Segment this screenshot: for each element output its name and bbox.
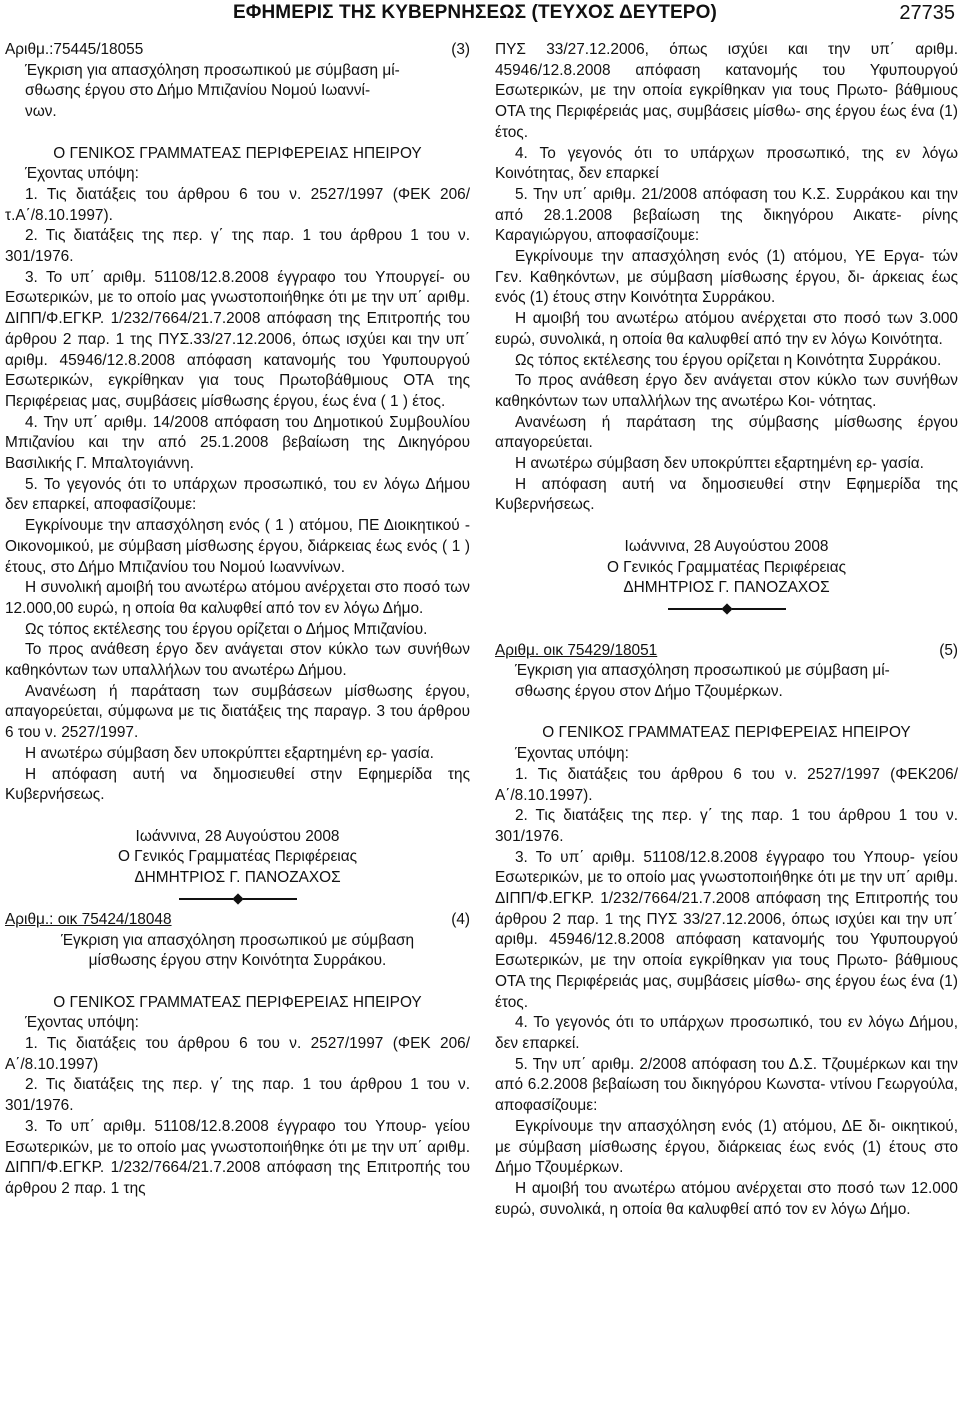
decision-4-body-paragraph: Το προς ανάθεση έργο δεν ανάγεται στον κύκλο των συνήθων καθηκόντων των υπαλλήλων της ανωτέρω Κοι- νότητας. <box>495 372 958 410</box>
decision-3-item: 3. Το υπ΄ αριθμ. 51108/12.8.2008 έγγραφο του Υπουργεί- ου Εσωτερικών, με το οποίο μας γνωστοποιήθηκε ότι με την υπ΄ αριθμ. ΔΙΠΠ/Φ.ΕΓΚΡ. 1/232/7664/21.7.2008 απόφαση της Επιτροπής του άρθρου 2 παρ. 1 της ΠΥΣ.33/27.12.2006, όπως ισχύει και την υπ΄ αριθμ. 45946/12.8.2008 απόφαση κατανομής του Υφυπουργού Εσωτερικών, εγκρίθηκαν για τους Πρωτοβάθμιους ΟΤΑ της Περιφέρειας μας, συμβάσεις μίσθωσης έργου, έως ένα ( 1 ) έτος. <box>5 268 470 410</box>
decision-5-subject-line: Έγκριση για απασχόληση προσωπικού με σύμβαση μί- <box>515 662 890 680</box>
decision-4-item: 3. Το υπ΄ αριθμ. 51108/12.8.2008 έγγραφο του Υπουρ- γείου Εσωτερικών, με το οποίο μας γνωστοποιήθηκε ότι με την υπ΄ αριθμ. ΔΙΠΠ/Φ.ΕΓΚΡ. 1/232/7664/21.7.2008 απόφαση της Επιτροπής του άρθρου 2 παρ. 1 της <box>5 1117 470 1197</box>
spacer <box>5 806 470 827</box>
decision-5-having-regard: Έχοντας υπόψη: <box>515 745 629 763</box>
decision-3-subject-line: σθωσης έργου στο Δήμο Μπιζανίου Νομού Ιωαννί- <box>25 82 371 100</box>
decision-3-body-paragraph: Το προς ανάθεση έργο δεν ανάγεται στον κύκλο των συνήθων καθηκόντων των υπαλλήλων του ανωτέρω Δήμου. <box>5 641 470 680</box>
decision-4-continuation: ΠΥΣ 33/27.12.2006, όπως ισχύει και την υπ΄ αριθμ. 45946/12.8.2008 απόφαση κατανομής του Υφυπουργού Εσωτερικών, με την οποία εγκρίθηκαν για τους Πρωτο- βάθμιους ΟΤΑ της Περιφέρειάς μας, συμβάσεις μίσθω- σης έργου έως ένα (1) έτος. <box>495 41 958 141</box>
decision-3-subject-line: Έγκριση για απασχόληση προσωπικού με σύμβαση μί- <box>25 61 400 79</box>
decision-3-item: 1. Τις διατάξεις του άρθρου 6 του ν. 2527/1997 (ΦΕΚ 206/τ.Α΄/8.10.1997). <box>5 185 470 224</box>
left-column <box>5 40 470 1200</box>
right-column <box>495 40 958 1220</box>
decision-5-item: 3. Το υπ΄ αριθμ. 51108/12.8.2008 έγγραφο του Υπουρ- γείου Εσωτερικών, με το οποίο μας γνωστοποιήθηκε ότι με την υπ΄ αριθμ. ΔΙΠΠ/Φ.ΕΓΚΡ. 1/232/7664/21.7.2008 απόφαση της Επιτροπής του άρθρου 2 παρ. 1 της ΠΥΣ 33/27.12.2006, όπως ισχύει και την υπ΄ αριθμ. 45946/12.8.2008 απόφαση κατανομής του Υφυπουργού Εσωτερικών, με την οποία εγκρίθηκαν για τους Πρωτο- βάθμιους ΟΤΑ της Περιφέρειάς μας, συμβάσεις μίσθω- σης έργου έως ένα (1) έτος. <box>495 848 958 1011</box>
decision-3-signer-name: ΔΗΜΗΤΡΙΟΣ Γ. ΠΑΝΟΖΑΧΟΣ <box>134 869 341 887</box>
diamond-icon <box>232 893 243 904</box>
decision-3-subject-line: νων. <box>25 103 57 121</box>
spacer <box>5 972 470 993</box>
decision-4-body-paragraph: Η αμοιβή του ανωτέρω ατόμου ανέρχεται στο ποσό των 3.000 ευρώ, συνολικά, η οποία θα καλυφθεί από την εν λόγω Κοινότητα. <box>495 310 958 348</box>
decision-3-body-paragraph: Η απόφαση αυτή να δημοσιευθεί στην Εφημερίδα της Κυβερνήσεως. <box>5 765 470 804</box>
decision-5-body-paragraph: Η αμοιβή του ανωτέρω ατόμου ανέρχεται στο ποσό των 12.000 ευρώ, συνολικά, η οποία θα καλυφθεί από τον εν λόγω Δήμο. <box>495 1179 958 1218</box>
decision-4-body-paragraph: Ανανέωση ή παράταση της σύμβασης μίσθωσης έργου απαγορεύεται. <box>495 413 958 452</box>
section-divider <box>495 600 958 618</box>
decision-5-subject-line: σθωσης έργου στον Δήμο Τζουμέρκων. <box>515 683 783 701</box>
decision-3-body-paragraph: Η συνολική αμοιβή του ανωτέρω ατόμου ανέρχεται στο ποσό των 12.000,00 ευρώ, η οποία θα καλυφθεί από τον εν λόγω Δήμο. <box>5 579 470 617</box>
decision-3-body-paragraph: Η ανωτέρω σύμβαση δεν υποκρύπτει εξαρτημένη ερ- γασία. <box>25 744 434 762</box>
decision-3-item: 4. Την υπ΄ αριθμ. 14/2008 απόφαση του Δημοτικού Συμβουλίου Μπιζανίου και την από 25.1.2008 βεβαίωση της Δικηγόρου Βασιλικής Γ. Μπαλτογιάννη. <box>5 413 470 473</box>
decision-3-body-paragraph: Εγκρίνουμε την απασχόληση ενός ( 1 ) ατόμου, ΠΕ Διοικητικού - Οικονομικού, με σύμβαση μίσθωσης έργου, διάρκειας έως ενός ( 1 ) έτους, στο Δήμο Μπιζανίου του Νομού Ιωαννίνων. <box>5 517 470 576</box>
decision-4-place-date: Ιωάννινα, 28 Αυγούστου 2008 <box>624 537 829 555</box>
divider-line <box>732 608 786 610</box>
decision-4-body-paragraph: Ως τόπος εκτέλεσης του έργου ορίζεται η Κοινότητα Συρράκου. <box>515 351 942 369</box>
decision-5-index: (5) <box>939 641 958 659</box>
decision-3-body-paragraph: Ως τόπος εκτέλεσης του έργου ορίζεται ο Δήμος Μπιζανίου. <box>25 620 428 638</box>
decision-4-index: (4) <box>451 910 470 928</box>
spacer <box>495 516 958 537</box>
spacer <box>5 123 470 144</box>
decision-3-having-regard: Έχοντας υπόψη: <box>25 165 139 183</box>
decision-5-item: 5. Την υπ΄ αριθμ. 2/2008 απόφαση του Δ.Σ. Τζουμέρκων και την από 6.2.2008 βεβαίωση του δικηγόρου Κωνστα- ντίνου Γεωργούλα, αποφασίζουμε: <box>495 1055 958 1115</box>
decision-3-number-row <box>5 40 470 61</box>
gazette-title: ΕΦΗΜΕΡΙΣ ΤΗΣ ΚΥΒΕΡΝΗΣΕΩΣ (ΤΕΥΧΟΣ ΔΕΥΤΕΡΟ) <box>233 2 717 23</box>
divider-line <box>668 608 722 610</box>
decision-4-subject-line: μίσθωσης έργου στην Κοινότητα Συρράκου. <box>88 952 387 970</box>
decision-4-body-paragraph: Η απόφαση αυτή να δημοσιευθεί στην Εφημερίδα της Κυβερνήσεως. <box>495 475 958 514</box>
decision-4-number: Αριθμ.: οικ 75424/18048 <box>5 910 172 928</box>
section-divider <box>5 890 470 908</box>
decision-5-number-row <box>495 641 958 662</box>
decision-3-item: 5. Το γεγονός ότι το υπάρχων προσωπικό, του εν λόγω Δήμου δεν επαρκεί, αποφασίζουμε: <box>5 475 470 514</box>
decision-3-index: (3) <box>451 41 470 58</box>
decision-3-item: 2. Τις διατάξεις της περ. γ΄ της παρ. 1 του άρθρου 1 του ν. 301/1976. <box>5 227 470 266</box>
decision-5-item: 1. Τις διατάξεις του άρθρου 6 του ν. 2527/1997 (ΦΕΚ206/ Α΄/8.10.1997). <box>495 765 958 804</box>
page-number: 27735 <box>899 2 955 24</box>
decision-4-body-paragraph: Η ανωτέρω σύμβαση δεν υποκρύπτει εξαρτημένη ερ- γασία. <box>515 455 924 473</box>
decision-3-body-paragraph: Ανανέωση ή παράταση των συμβάσεων μίσθωσης έργου, απαγορεύεται, σύμφωνα με τις διατάξεις της παραγρ. 3 του άρθρου 6 του ν. 2527/1997. <box>5 682 470 742</box>
diamond-icon <box>721 603 732 614</box>
decision-4-number-row <box>5 910 470 931</box>
decision-3-place-date: Ιωάννινα, 28 Αυγούστου 2008 <box>135 827 340 845</box>
decision-4-body-paragraph: Εγκρίνουμε την απασχόληση ενός (1) ατόμου, ΥΕ Εργα- τών Γεν. Καθηκόντων, με σύμβαση μίσθωσης έργου, δι- άρκειας έως ενός (1) έτους στην Κοινότητα Συρράκου. <box>495 248 958 307</box>
decision-3-number: Αριθμ.:75445/18055 <box>5 41 144 58</box>
divider-line <box>243 898 297 900</box>
decision-5-body-paragraph: Εγκρίνουμε την απασχόληση ενός (1) ατόμου, ΔΕ δι- οικητικού, με σύμβαση μίσθωσης έργου, διάρκειας έως ενός (1) έτους στο Δήμο Τζουμέρκων. <box>495 1117 958 1177</box>
decision-3-authority: Ο ΓΕΝΙΚΟΣ ΓΡΑΜΜΑΤΕΑΣ ΠΕΡΙΦΕΡΕΙΑΣ ΗΠΕΙΡΟΥ <box>53 144 422 162</box>
page-header <box>0 2 960 30</box>
decision-4-item: 1. Τις διατάξεις του άρθρου 6 του ν. 2527/1997 (ΦΕΚ 206/Α΄/8.10.1997) <box>5 1035 470 1073</box>
decision-4-authority: Ο ΓΕΝΙΚΟΣ ΓΡΑΜΜΑΤΕΑΣ ΠΕΡΙΦΕΡΕΙΑΣ ΗΠΕΙΡΟΥ <box>53 993 422 1011</box>
decision-4-item: 5. Την υπ΄ αριθμ. 21/2008 απόφαση του Κ.Σ. Συρράκου και την από 28.1.2008 βεβαίωση της δικηγόρου Αικατε- ρίνης Καραγιώργου, αποφασίζουμε: <box>495 185 958 245</box>
decision-4-signer-title: Ο Γενικός Γραμματέας Περιφέρειας <box>606 558 847 576</box>
decision-4-item: 4. Το γεγονός ότι το υπάρχων προσωπικό, της εν λόγω Κοινότητας, δεν επαρκεί <box>495 144 958 183</box>
decision-5-item: 4. Το γεγονός ότι το υπάρχων προσωπικό, του εν λόγω Δήμου, δεν επαρκεί. <box>495 1014 958 1052</box>
decision-4-having-regard: Έχοντας υπόψη: <box>25 1014 139 1032</box>
decision-4-item: 2. Τις διατάξεις της περ. γ΄ της παρ. 1 του άρθρου 1 του ν. 301/1976. <box>5 1076 470 1115</box>
decision-4-subject-line: Έγκριση για απασχόληση προσωπικού με σύμβαση <box>60 931 415 949</box>
decision-3-signer-title: Ο Γενικός Γραμματέας Περιφέρειας <box>117 848 358 866</box>
spacer <box>495 703 958 724</box>
decision-4-signer-name: ΔΗΜΗΤΡΙΟΣ Γ. ΠΑΝΟΖΑΧΟΣ <box>623 579 830 597</box>
spacer <box>495 620 958 641</box>
decision-5-number: Αριθμ. οικ 75429/18051 <box>495 641 658 659</box>
decision-5-authority: Ο ΓΕΝΙΚΟΣ ΓΡΑΜΜΑΤΕΑΣ ΠΕΡΙΦΕΡΕΙΑΣ ΗΠΕΙΡΟΥ <box>542 724 911 742</box>
decision-5-item: 2. Τις διατάξεις της περ. γ΄ της παρ. 1 του άρθρου 1 του ν. 301/1976. <box>495 807 958 845</box>
divider-line <box>179 898 233 900</box>
